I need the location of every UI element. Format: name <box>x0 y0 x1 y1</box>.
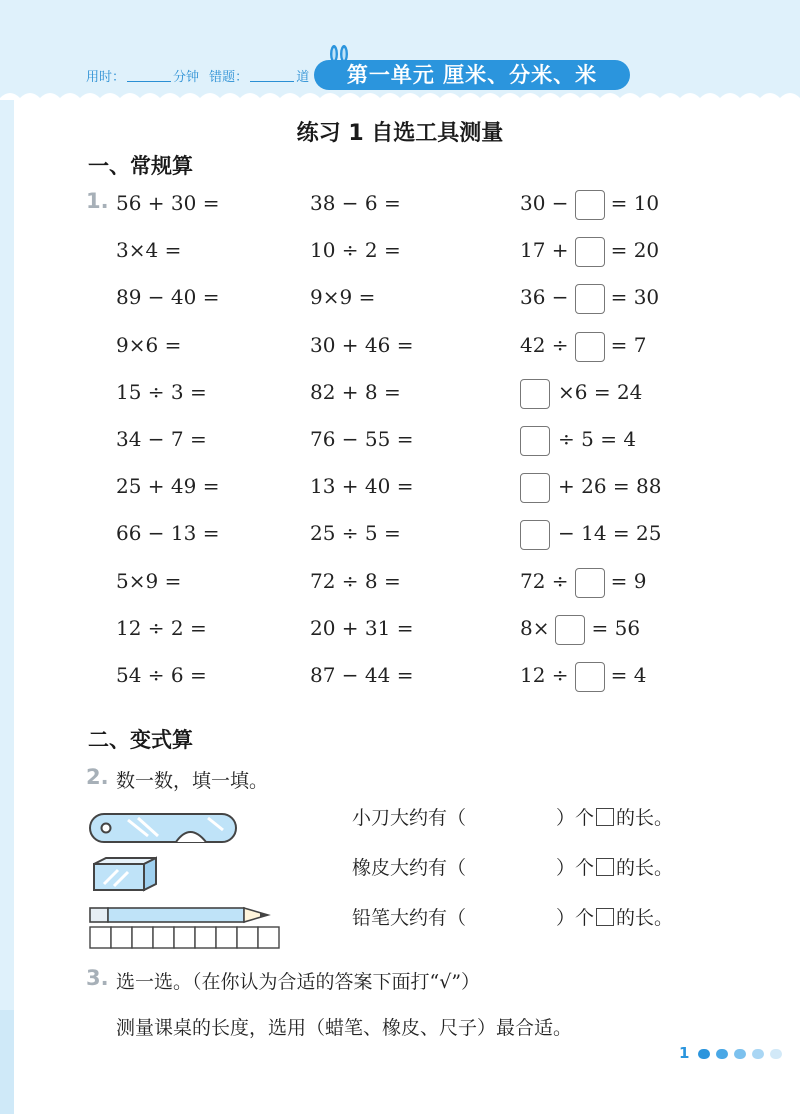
answer-box[interactable] <box>555 615 585 645</box>
answer-box[interactable] <box>575 237 605 267</box>
equation-col3 <box>520 282 659 312</box>
question-2-text: 数一数，填一填。 <box>116 770 269 792</box>
footer-dot <box>698 1049 710 1059</box>
equation-col1: 12 ÷ 2 = <box>116 616 207 640</box>
equation-col1: 66 − 13 = <box>116 521 220 545</box>
equation-col1: 25 + 49 = <box>116 474 220 498</box>
equation-suffix: = 10 <box>610 191 660 215</box>
footer-dot <box>752 1049 764 1059</box>
errors-unit: 道 <box>296 70 310 85</box>
equation-col3 <box>520 518 662 548</box>
unit-square-icon <box>596 908 614 926</box>
footer-dot <box>716 1049 728 1059</box>
equation-prefix: 17 + <box>520 238 569 262</box>
errors-label: 错题： <box>209 70 249 85</box>
question-3-text: 选一选。（在你认为合适的答案下面打“√”） <box>116 971 481 993</box>
footer-dot <box>770 1049 782 1059</box>
pencil-image <box>88 904 278 926</box>
answer-box[interactable] <box>575 568 605 598</box>
question-3-subtext: 测量课桌的长度，选用（蜡笔、橡皮、尺子）最合适。 <box>116 1017 573 1039</box>
equation-col3 <box>520 566 646 596</box>
page-title: 练习 1 自选工具测量 <box>296 121 504 146</box>
question-number-2: 2. <box>86 765 109 789</box>
equation-col2: 38 − 6 = <box>310 191 401 215</box>
time-blank[interactable] <box>127 69 171 82</box>
equation-col3 <box>520 471 662 501</box>
answer-box[interactable] <box>575 332 605 362</box>
equation-col2: 87 − 44 = <box>310 663 414 687</box>
answer-box[interactable] <box>520 426 550 456</box>
equation-col2: 72 ÷ 8 = <box>310 569 401 593</box>
unit-square-icon <box>596 808 614 826</box>
equation-col1: 89 − 40 = <box>116 285 220 309</box>
equation-col2: 9×9 = <box>310 285 376 309</box>
knife-image <box>88 810 240 846</box>
knife-length-question: 小刀大约有（ ）个 的长。 <box>352 807 674 829</box>
equation-col3 <box>520 613 640 643</box>
equation-col2: 25 ÷ 5 = <box>310 521 401 545</box>
answer-box[interactable] <box>575 190 605 220</box>
equation-suffix: + 26 = 88 <box>558 474 662 498</box>
equation-col3 <box>520 330 646 360</box>
errors-blank[interactable] <box>250 69 294 82</box>
equation-suffix: = 7 <box>610 333 647 357</box>
unit-square-icon <box>596 858 614 876</box>
time-error-record <box>86 66 309 85</box>
equation-prefix: 8× <box>520 616 550 640</box>
answer-box[interactable] <box>520 473 550 503</box>
eraser-length-question: 橡皮大约有（ ）个 的长。 <box>352 857 674 879</box>
question-number-1: 1. <box>86 189 109 213</box>
left-margin-strip-bottom <box>0 1010 14 1114</box>
equation-col2: 10 ÷ 2 = <box>310 238 401 262</box>
left-margin-strip <box>0 100 14 1114</box>
equation-col1: 54 ÷ 6 = <box>116 663 207 687</box>
equation-col2: 20 + 31 = <box>310 616 414 640</box>
equation-suffix: ÷ 5 = 4 <box>558 427 637 451</box>
equation-col2: 30 + 46 = <box>310 333 414 357</box>
unit-squares-ruler <box>89 926 281 950</box>
equation-suffix: = 30 <box>610 285 660 309</box>
equation-suffix: ×6 = 24 <box>558 380 643 404</box>
page-number: 1 <box>679 1044 690 1062</box>
equation-suffix: − 14 = 25 <box>558 521 662 545</box>
equation-prefix: 42 ÷ <box>520 333 569 357</box>
eraser-image <box>88 854 160 894</box>
time-unit: 分钟 <box>173 70 200 85</box>
equation-suffix: = 56 <box>591 616 641 640</box>
equation-col1: 5×9 = <box>116 569 182 593</box>
equation-col3 <box>520 235 659 265</box>
equation-col2: 13 + 40 = <box>310 474 414 498</box>
equation-col3 <box>520 188 659 218</box>
footer-dot <box>734 1049 746 1059</box>
section-title-variant: 二、变式算 <box>88 728 193 752</box>
equation-prefix: 36 − <box>520 285 569 309</box>
equation-col1: 15 ÷ 3 = <box>116 380 207 404</box>
equation-prefix: 72 ÷ <box>520 569 569 593</box>
equation-col2: 76 − 55 = <box>310 427 414 451</box>
equation-col1: 9×6 = <box>116 333 182 357</box>
equation-col2: 82 + 8 = <box>310 380 401 404</box>
answer-box[interactable] <box>520 520 550 550</box>
equation-col3 <box>520 377 642 407</box>
unit-title-badge: 第一单元 厘米、分米、米 <box>314 60 630 90</box>
equation-col1: 3×4 = <box>116 238 182 262</box>
equation-prefix: 30 − <box>520 191 569 215</box>
time-label: 用时： <box>86 70 126 85</box>
answer-box[interactable] <box>575 284 605 314</box>
equation-prefix: 12 ÷ <box>520 663 569 687</box>
pencil-length-question: 铅笔大约有（ ）个 的长。 <box>352 907 674 929</box>
equation-col1: 34 − 7 = <box>116 427 207 451</box>
section-title-routine: 一、常规算 <box>88 154 193 178</box>
equation-col3 <box>520 424 636 454</box>
answer-box[interactable] <box>520 379 550 409</box>
equation-col1: 56 + 30 = <box>116 191 220 215</box>
equation-suffix: = 20 <box>610 238 660 262</box>
equation-suffix: = 4 <box>610 663 647 687</box>
question-number-3: 3. <box>86 966 109 990</box>
equation-suffix: = 9 <box>610 569 647 593</box>
answer-box[interactable] <box>575 662 605 692</box>
equation-col3 <box>520 660 646 690</box>
